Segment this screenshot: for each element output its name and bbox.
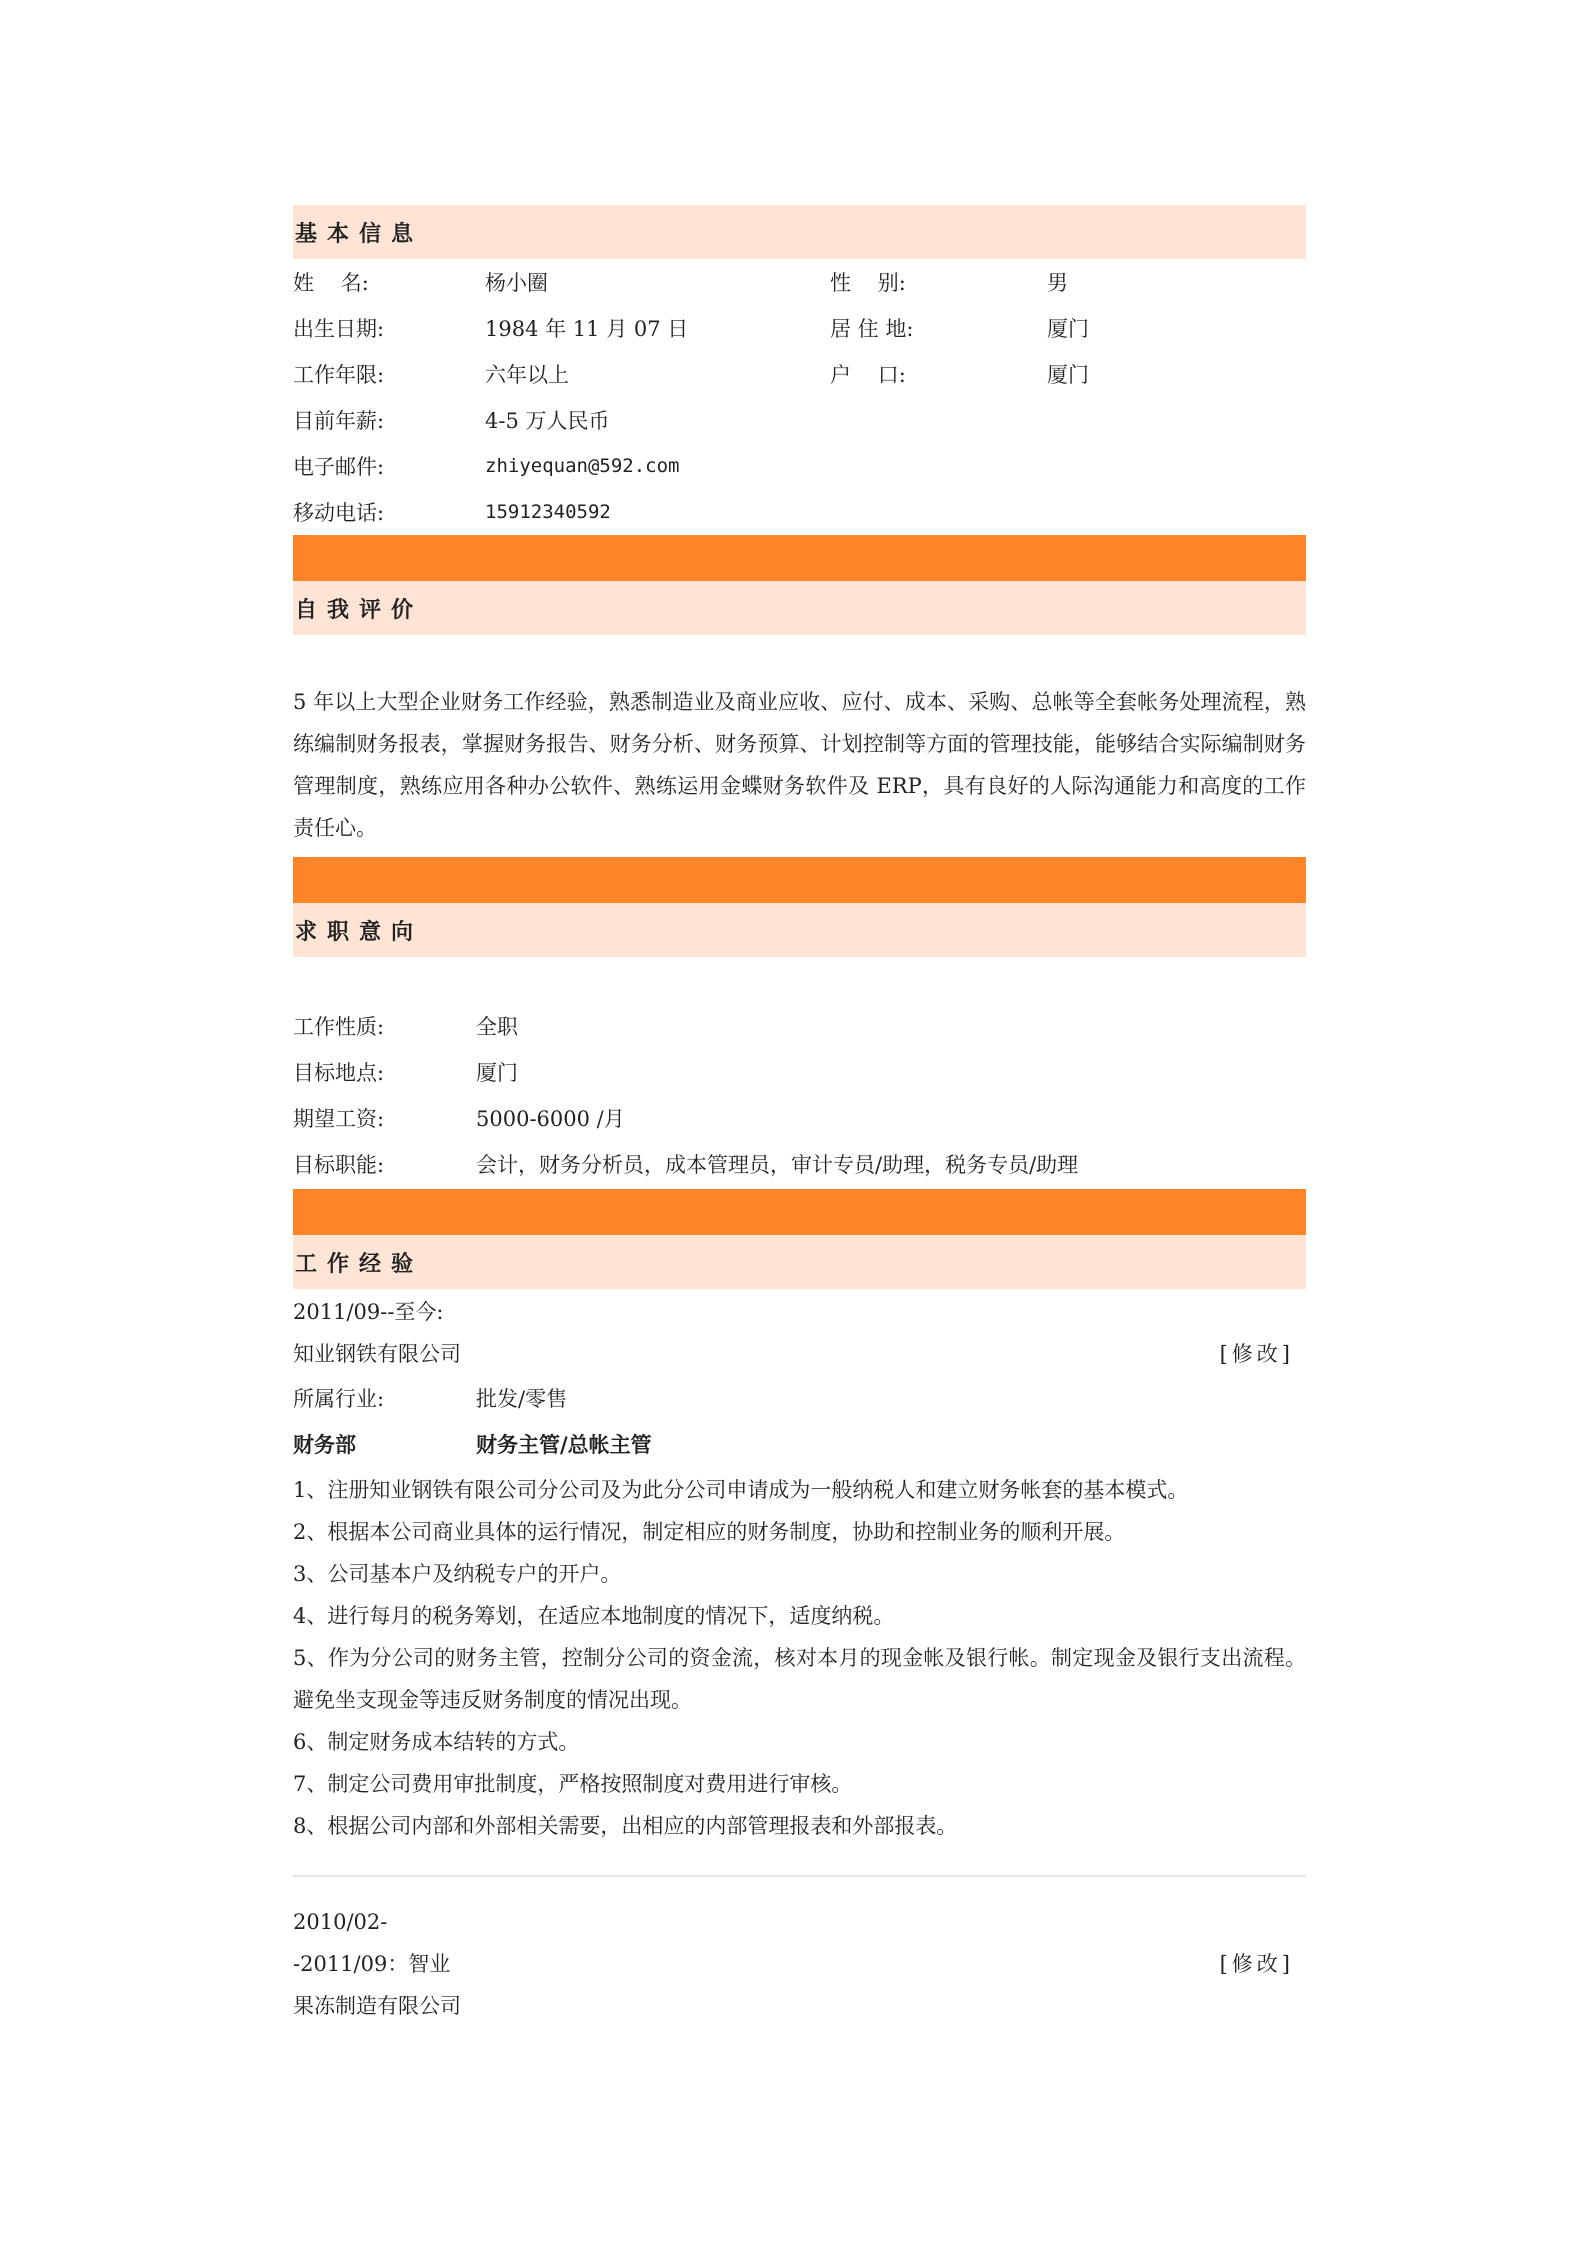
value-name: 杨小圈 xyxy=(485,271,548,295)
job2-edit-button[interactable]: [修改] xyxy=(1219,1952,1294,1976)
basic-row xyxy=(293,443,1306,489)
value-hukou: 厦门 xyxy=(1047,363,1089,387)
intent-label: 期望工资: xyxy=(293,1107,385,1131)
self-evaluation-text: 5 年以上大型企业财务工作经验，熟悉制造业及商业应收、应付、成本、采购、总帐等全套帐务处理流程，熟练编制财务报表，掌握财务报告、财务分析、财务预算、计划控制等方面的管理技能，能够结合实际编制财务管理制度，熟练应用各种办公软件、熟练运用金蝶财务软件及 ERP，具有良好的人际沟通能力和高度的工作责任心。 xyxy=(293,690,1306,840)
label-name: 姓 名: xyxy=(293,271,369,295)
value-birth: 1984 年 11 月 07 日 xyxy=(485,317,689,341)
intent-label: 目标地点: xyxy=(293,1061,385,1085)
job-separator xyxy=(293,1875,1306,1877)
intent-row xyxy=(293,1141,1306,1187)
industry-value: 批发/零售 xyxy=(476,1387,568,1411)
duty-item: 7、制定公司费用审批制度，严格按照制度对费用进行审核。 xyxy=(293,1772,853,1796)
intent-row xyxy=(293,1003,1306,1049)
value-email[interactable]: zhiyequan@592.com xyxy=(485,455,680,477)
basic-row xyxy=(293,489,1306,535)
job1-edit-button[interactable]: [修改] xyxy=(1219,1342,1294,1366)
label-salary: 目前年薪: xyxy=(293,409,385,433)
job2-header xyxy=(293,1901,1306,2027)
resume xyxy=(293,205,1306,2027)
section-divider-bar xyxy=(293,535,1306,581)
duty-item: 8、根据公司内部和外部相关需要，出相应的内部管理报表和外部报表。 xyxy=(293,1814,958,1838)
section-self-header: 自我评价 xyxy=(293,581,1306,635)
value-salary: 4-5 万人民币 xyxy=(485,409,610,433)
job2-period-company: 2010/02--2011/09：智业果冻制造有限公司 xyxy=(293,1910,461,2018)
basic-info-table xyxy=(293,259,1306,535)
job1-position-row xyxy=(293,1421,1306,1467)
label-residence: 居 住 地: xyxy=(830,317,914,341)
intent-value: 厦门 xyxy=(476,1061,518,1085)
label-hukou: 户 口: xyxy=(830,363,906,387)
intent-label: 目标职能: xyxy=(293,1153,385,1177)
intent-value: 会计，财务分析员，成本管理员，审计专员/助理，税务专员/助理 xyxy=(476,1153,1079,1177)
job1-header xyxy=(293,1291,1306,1375)
section-work-header: 工作经验 xyxy=(293,1235,1306,1289)
intent-row xyxy=(293,1049,1306,1095)
intent-label: 工作性质: xyxy=(293,1015,385,1039)
value-years: 六年以上 xyxy=(485,363,569,387)
job1-company: 知业钢铁有限公司 xyxy=(293,1342,461,1366)
section-divider-bar xyxy=(293,857,1306,903)
value-phone: 15912340592 xyxy=(485,501,611,523)
dept-value: 财务部 xyxy=(293,1432,356,1457)
intent-value: 全职 xyxy=(476,1015,518,1039)
duty-item: 1、注册知业钢铁有限公司分公司及为此分公司申请成为一般纳税人和建立财务帐套的基本模式。 xyxy=(293,1478,1189,1502)
job1-duties xyxy=(293,1469,1306,1847)
job1-period-company xyxy=(293,1291,473,1375)
duty-item: 5、作为分公司的财务主管，控制分公司的资金流，核对本月的现金帐及银行帐。制定现金及银行支出流程。避免坐支现金等违反财务制度的情况出现。 xyxy=(293,1646,1306,1712)
value-gender: 男 xyxy=(1047,271,1068,295)
job1-period: 2011/09--至今: xyxy=(293,1300,444,1324)
label-birth: 出生日期: xyxy=(293,317,385,341)
label-gender: 性 别: xyxy=(830,271,906,295)
basic-row xyxy=(293,397,1306,443)
job1-industry-row xyxy=(293,1375,1306,1421)
value-residence: 厦门 xyxy=(1047,317,1089,341)
duty-item: 4、进行每月的税务筹划，在适应本地制度的情况下，适度纳税。 xyxy=(293,1604,895,1628)
label-years: 工作年限: xyxy=(293,363,385,387)
duty-item: 2、根据本公司商业具体的运行情况，制定相应的财务制度，协助和控制业务的顺利开展。 xyxy=(293,1520,1126,1544)
basic-row xyxy=(293,305,1306,351)
duty-item: 6、制定财务成本结转的方式。 xyxy=(293,1730,580,1754)
position-value: 财务主管/总帐主管 xyxy=(476,1432,652,1457)
section-intent-header: 求职意向 xyxy=(293,903,1306,957)
intent-table xyxy=(293,1003,1306,1187)
intent-value: 5000-6000 /月 xyxy=(476,1107,625,1131)
section-basic-header: 基本信息 xyxy=(293,205,1306,259)
basic-row xyxy=(293,351,1306,397)
basic-row xyxy=(293,259,1306,305)
label-phone: 移动电话: xyxy=(293,501,385,525)
industry-label: 所属行业: xyxy=(293,1387,385,1411)
section-divider-bar xyxy=(293,1189,1306,1235)
intent-row xyxy=(293,1095,1306,1141)
label-email: 电子邮件: xyxy=(293,455,385,479)
duty-item: 3、公司基本户及纳税专户的开户。 xyxy=(293,1562,622,1586)
